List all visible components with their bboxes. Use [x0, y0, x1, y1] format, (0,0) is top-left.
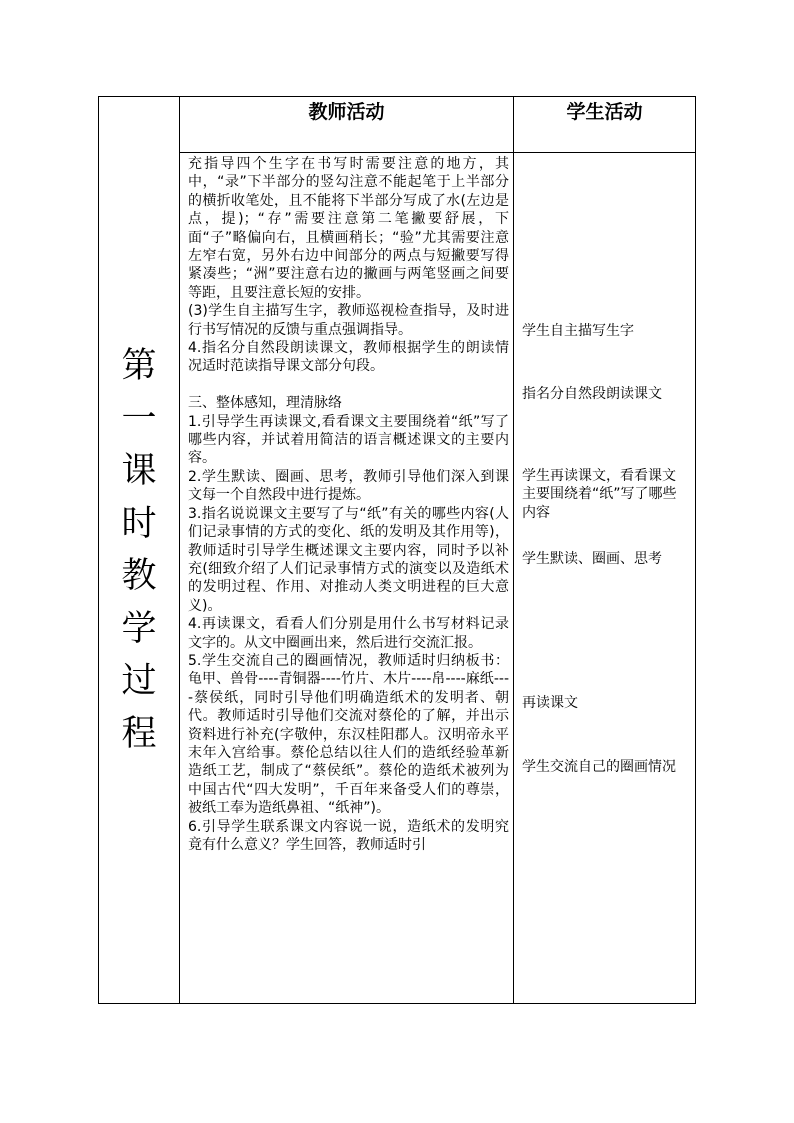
student-note: 学生默读、圈画、思考 — [522, 551, 662, 567]
body-row — [99, 153, 696, 1004]
student-note: 指名分自然段朗读课文 — [522, 386, 662, 402]
student-activity-cell — [514, 153, 696, 1004]
teacher-paragraph: 充指导四个生字在书写时需要注意的地方，其中，“录”下半部分的竖勾注意不能起笔于上半部分的横折收笔处，且不能将下半部分写成了水(左边是点，提)；“存”需要注意第二笔撇要舒展，下面“子”略偏向右，且横画稍长；“验”尤其需要注意左窄右宽，另外右边中间部分的两点与短撇要写得紧凑些；“洲”要注意右边的撇画与两笔竖画之间要等距，且要注意长短的安排。 — [188, 156, 509, 301]
student-note: 学生自主描写生字 — [522, 323, 634, 339]
teacher-paragraph: 6.引导学生联系课文内容说一说，造纸术的发明究竟有什么意义？学生回答，教师适时引 — [188, 818, 509, 854]
teacher-paragraph: 4.指名分自然段朗读课文，教师根据学生的朗读情况适时范读指导课文部分句段。 — [188, 340, 509, 375]
teacher-paragraph: 2.学生默读、圈画、思考，教师引导他们深入到课文每一个自然段中进行提炼。 — [188, 468, 509, 504]
student-note: 学生交流自己的圈画情况 — [522, 759, 676, 775]
student-note: 学生再读课文，看看课文主要围绕着“纸”写了哪些内容 — [522, 468, 677, 521]
teacher-paragraph: 4.再读课文，看看人们分别是用什么书写材料记录文字的。从文中圈画出来，然后进行交流汇报。 — [188, 616, 509, 651]
header-row — [99, 97, 696, 153]
teacher-paragraph: (3)学生自主描写生字，教师巡视检查指导，及时进行书写情况的反馈与重点强调指导。 — [188, 303, 509, 338]
lesson-plan-table — [98, 96, 696, 1004]
side-title: 第一课时教学过程 — [121, 346, 157, 754]
teacher-paragraph: 5.学生交流自己的圈画情况，教师适时归纳板书：龟甲、兽骨----青铜器----竹片、木片----帛----麻纸----蔡侯纸，同时引导他们明确造纸术的发明者、朝代。教师适时引导他们交流对蔡伦的了解，并出示资料进行补充(字敬仲，东汉桂阳郡人。汉明帝永平末年入宫给事。蔡伦总结以往人们的造纸经验革新造纸工艺，制成了“蔡侯纸”。蔡伦的造纸术被列为中国古代“四大发明”，千百年来备受人们的尊崇，被纸工奉为造纸鼻祖、“纸神”)。 — [188, 652, 509, 817]
side-title-cell — [99, 97, 180, 1004]
teacher-activity-header: 教师活动 — [180, 97, 514, 153]
student-note: 再读课文 — [522, 695, 578, 711]
teacher-paragraph: 1.引导学生再读课文,看看课文主要围绕着“纸”写了哪些内容，并试着用简洁的语言概述课文的主要内容。 — [188, 413, 509, 467]
teacher-section-heading: 三、整体感知，理清脉络 — [188, 395, 342, 412]
teacher-activity-cell — [180, 153, 514, 1004]
teacher-paragraph-blank — [188, 376, 509, 394]
teacher-paragraph: 3.指名说说课文主要写了与“纸”有关的哪些内容(人们记录事情的方式的变化、纸的发明及其作用等)，教师适时引导学生概述课文主要内容，同时予以补充(细致介绍了人们记录事情方式的演变以及造纸术的发明过程、作用、对推动人类文明进程的巨大意义)。 — [188, 505, 509, 614]
student-activity-header: 学生活动 — [514, 97, 696, 153]
